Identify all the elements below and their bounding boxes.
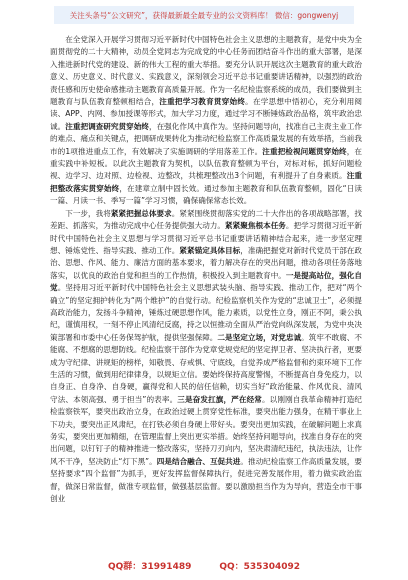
bold-heading-p2-13: 四是结合融合、互促共进: [156, 456, 241, 466]
bold-heading-p1-5: 注重把检视问题贯穿始终: [262, 146, 347, 156]
bold-heading-p1-7: 注重把整改落实贯穿始终: [50, 171, 363, 193]
bold-heading-p1-1: 注重把学习教育贯穿始终: [159, 97, 246, 107]
promo-banner: [54, 6, 354, 24]
text-run-p2-8: 。坚持用习近平新时代中国特色社会主义思想武装头脑、指导实践、推动工作，把对“两个确立”的坚定拥护转化为“两个维护”的自觉行动。纪检监察机关作为党的“忠诚卫士”，必须提高政治能力，发扬斗争精神，锤炼过硬思想作风，能力素质，以党性立身，刚正不阿，秉公执纪，谨慎用权，一刻不停止风清纪反腐，持之以恒推动全面从严治党向纵深发展，为党中央决策部署和市委中心任务保驾护航，提供坚强保障。: [50, 283, 362, 342]
document-body: [50, 34, 362, 505]
paragraph-2: [50, 208, 362, 506]
bold-heading-p1-3: 注重把调查研究贯穿始终: [65, 121, 149, 131]
bold-heading-p2-9: 二是坚定立场，对党忠诚: [217, 332, 302, 342]
paragraph-1: [50, 34, 362, 208]
text-run-p2-14: 。推动纪检监察工作高质量发展，要坚持要求“四个监督”为抓手，更好发挥监督保障执行，促进完善发展作用，着力做实政治监督，做深日常监督，做准专项监督，做强基层监督。要以激励担当作为为导向，营造全市干事创业: [50, 456, 363, 504]
text-run-p2-2: 。紧紧围绕贯彻落实党的二十大作出的各项战略部署，找差距、抓落实，为推动完成中心任务提供强大动力。: [50, 208, 363, 231]
bold-heading-p2-7: 一是提高站位，强化自觉: [50, 270, 363, 293]
bold-heading-p2-11: 三是奋发扛旗，严在经常: [177, 394, 262, 404]
bold-heading-p2-3: 紧紧聚焦根本任务: [225, 221, 286, 231]
text-run-p2-0: 下一步，我将: [65, 208, 111, 218]
text-run-p1-6: ，在重实践中补短板。以此次主题教育为契机，以队伍教育整顿为平台，对标对标，抓好问题检视、边学习、边对照、边检视、边整改，共梳理整改出3个问题，有利提升了自身素质。: [50, 146, 363, 181]
text-run-p2-6: ，准确把握党对新时代党员干部在政治、思想、作风、能力、廉洁方面的基本要求，着力解决存在的突出问题，推动各项任务落地落实，以优良的政治自觉和担当的工作热情，积极投入到主题教育中。: [50, 245, 363, 280]
bold-heading-p2-1: 紧紧把握总体要求: [110, 208, 172, 218]
text-run-p1-0: 在全党深入开展学习贯彻习近平新时代中国特色社会主义思想的主题教育，是党中央为全面贯彻党的二十大精神，动员全党同志为完成党的中心任务而团结奋斗作出的重大部署，是深入推进新时代党的建设、新的伟大工程的重大举措。要充分认识开展这次主题教育的重大政治意义、历史意义、时代意义、实践意义，深刻领会习近平总书记重要讲话精神，以强烈的政治责任感和历史使命感推动主题教育高质量开展。作为一名纪检监察系统的成员，我们要做到主题教育与队伍教育整顿相结合，: [50, 35, 362, 107]
contact-footer: [0, 559, 408, 572]
bold-heading-p2-5: 紧紧锚定具体目标: [179, 245, 241, 255]
promo-text: 关注头条号“公文研究”，获得最新最全最专业的公文资料库！ 微信：gongwenyj: [69, 10, 339, 20]
text-run-p1-8: ，在建章立制中固长效。通过参加主题教育和队伍教育整顿，固化“日读一篇、月读一书、季写一篇”学习习惯，确保确保常态长效。: [50, 183, 363, 206]
text-run-p1-4: ，在强化作风中真作为。坚持问题导向，找准自己主责主业工作的难点、痛点和关键点，把调研成果转化为推动纪检监察工作高质量发展的有效举措，当前我市的1项推进重点工作，有效解决了实施调研的学用落差工作。: [50, 121, 363, 156]
qq-group: QQ群：31991489: [107, 562, 192, 572]
text-run-p1-2: 。在学思想中悟初心，充分利用阅读、APP、内网、参加授课等形式，加大学习力度，通过学习不断锤炼政治品格，筑牢政治忠诚。: [50, 97, 363, 131]
text-run-p2-4: 。把学习贯彻习近平新时代中国特色社会主义思想与学习贯彻习近平总书记重要讲话精神结合起来，进一步坚定理想、锤炼党性、指导实践、推动工作。: [50, 221, 363, 255]
text-run-p2-12: 。以刚刚自我革命精神打造纪检监察铁军，要突出政治立身，在政治过硬上贯穿党性标准，要突出能力强身，在精干事业上下功夫，要突出正风肃纪，在打铁必须自身硬上带好头。要突出更加实践，在破解问题上求真务实，要突出更加精细，在管理监督上突出更实举措。始终坚持问题导向，找准自身存在的突出问题，以钉钉子的精神推进一整改落实，坚持刀刃向内，坚决肃清纪违纪，执法违法，让作风不干净，坚决防止“灯下黑”。: [50, 394, 362, 466]
text-run-p2-10: 。筑牢不敢腐、不能腐、不想腐的思想防线。纪检监察干部作为党章党规党纪的坚定捍卫者、坚决执行者，更要成为守纪律、讲规矩的榜样，知敬畏、存戒惧、守底线，自觉养成严格监督和约束环境下工作生活的习惯，做到用纪律律身，以规矩立信。要始终保持高度警惕，不断提高自身免疫力，以自身正、自身净、自身硬，赢得党和人民的信任信赖，切实当好“政治能量、作风优良、清风守法、本领高强、勇于担当”的表率。: [50, 332, 363, 404]
qq-contact: QQ：535304092: [219, 562, 301, 572]
